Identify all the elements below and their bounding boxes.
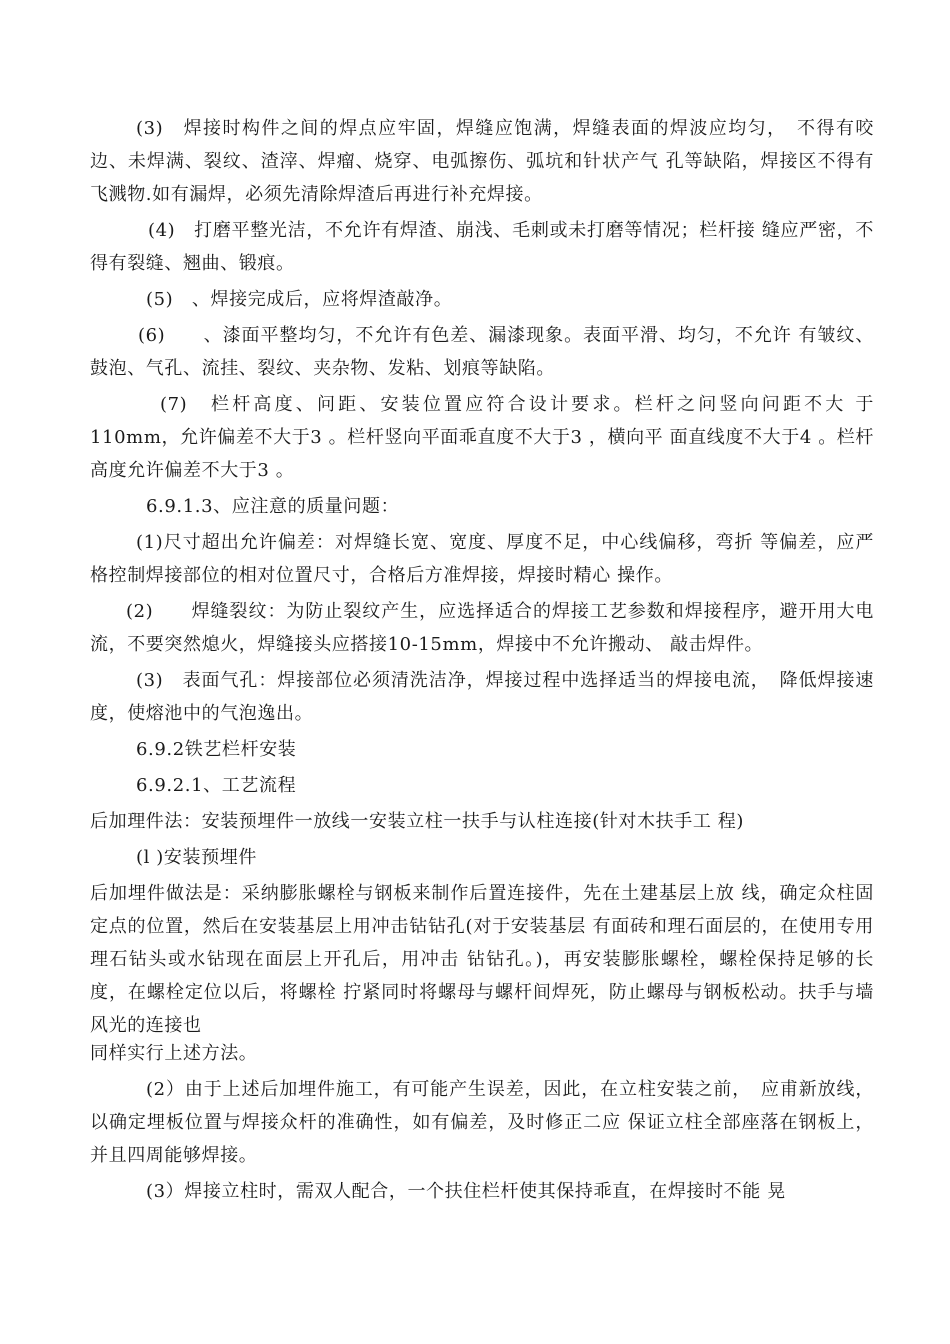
paragraph: 同样实行上述方法。 [90,1043,258,1064]
paragraph: (3) 表面气孔：焊接部位必须清洗洁净，焊接过程中选择适当的焊接电流， 降低焊接速度，使熔池中的气泡逸出。 [90,670,874,724]
paragraph: 6.9.1.3、应注意的质量问题： [146,496,400,517]
paragraph: (6) 、漆面平整均匀，不允许有色差、漏漆现象。表面平滑、均匀，不允许 有皱纹、鼓泡、气孔、流挂、裂纹、夹杂物、发粘、划痕等缺陷。 [90,325,874,379]
paragraph: (1)尺寸超出允许偏差：对焊缝长宽、宽度、厚度不足，中心线偏移，弯折 等偏差，应严格控制焊接部位的相对位置尺寸，合格后方准焊接，焊接时精心 操作。 [90,532,874,586]
paragraph: (4) 打磨平整光洁，不允许有焊渣、崩浅、毛刺或未打磨等情况；栏杆接 缝应严密，不得有裂缝、翘曲、锻痕。 [90,220,874,274]
paragraph: 6.9.2.1、工艺流程 [136,775,297,796]
paragraph: (7) 栏杆高度、问距、安装位置应符合设计要求。栏杆之问竖向问距不大 于110mm，允许偏差不大于3 。栏杆竖向平面乖直度不大于3 ，横向平 面直线度不大于4 。栏杆高度允许偏差不大于3 。 [90,394,874,481]
paragraph: (2）由于上述后加埋件施工，有可能产生误差，因此，在立柱安装之前， 应甫新放线，以确定埋板位置与焊接众杆的准确性，如有偏差，及时修正二应 保证立柱全部座落在钢板上，并且四周能够焊接。 [90,1079,874,1166]
paragraph: 6.9.2铁艺栏杆安装 [136,739,297,760]
paragraph: (3) 焊接时构件之间的焊点应牢固，焊缝应饱满，焊缝表面的焊波应均匀， 不得有咬边、未焊满、裂纹、渣滓、焊瘤、烧穿、电弧擦伤、弧坑和针状产气 孔等缺陷，焊接区不得有飞溅物.如有漏焊，必须先清除焊渣后再进行补充焊接。 [90,118,874,205]
paragraph: 后加埋件做法是：采纳膨胀螺栓与钢板来制作后置连接件，先在土建基层上放 线，确定众柱固定点的位置，然后在安装基层上用冲击钻钻孔(对于安装基层 有面砖和理石面层的，在使用专用理石钻头或水钻现在面层上开孔后，用冲击 钻钻孔。)，再安装膨胀螺栓，螺栓保持足够的长度，在螺栓定位以后，将螺栓 拧紧同时将螺母与螺杆间焊死，防止螺母与钢板松动。扶手与墙风光的连接也 [90,883,874,1036]
paragraph: 后加理件法：安装预埋件一放线一安装立柱一扶手与认柱连接(针对木扶手工 程) [90,811,744,832]
document-page [90,112,874,1208]
paragraph: (5) 、焊接完成后，应将焊渣敲净。 [146,289,453,310]
paragraph: (3）焊接立柱时，需双人配合，一个扶住栏杆使其保持乖直，在焊接时不能 晃 [146,1181,786,1202]
paragraph: (l )安装预埋件 [136,847,257,868]
paragraph: (2) 焊缝裂纹：为防止裂纹产生，应选择适合的焊接工艺参数和焊接程序，避开用大电流，不要突然熄火，焊缝接头应搭接10-15mm，焊接中不允许搬动、 敲击焊件。 [90,601,874,655]
